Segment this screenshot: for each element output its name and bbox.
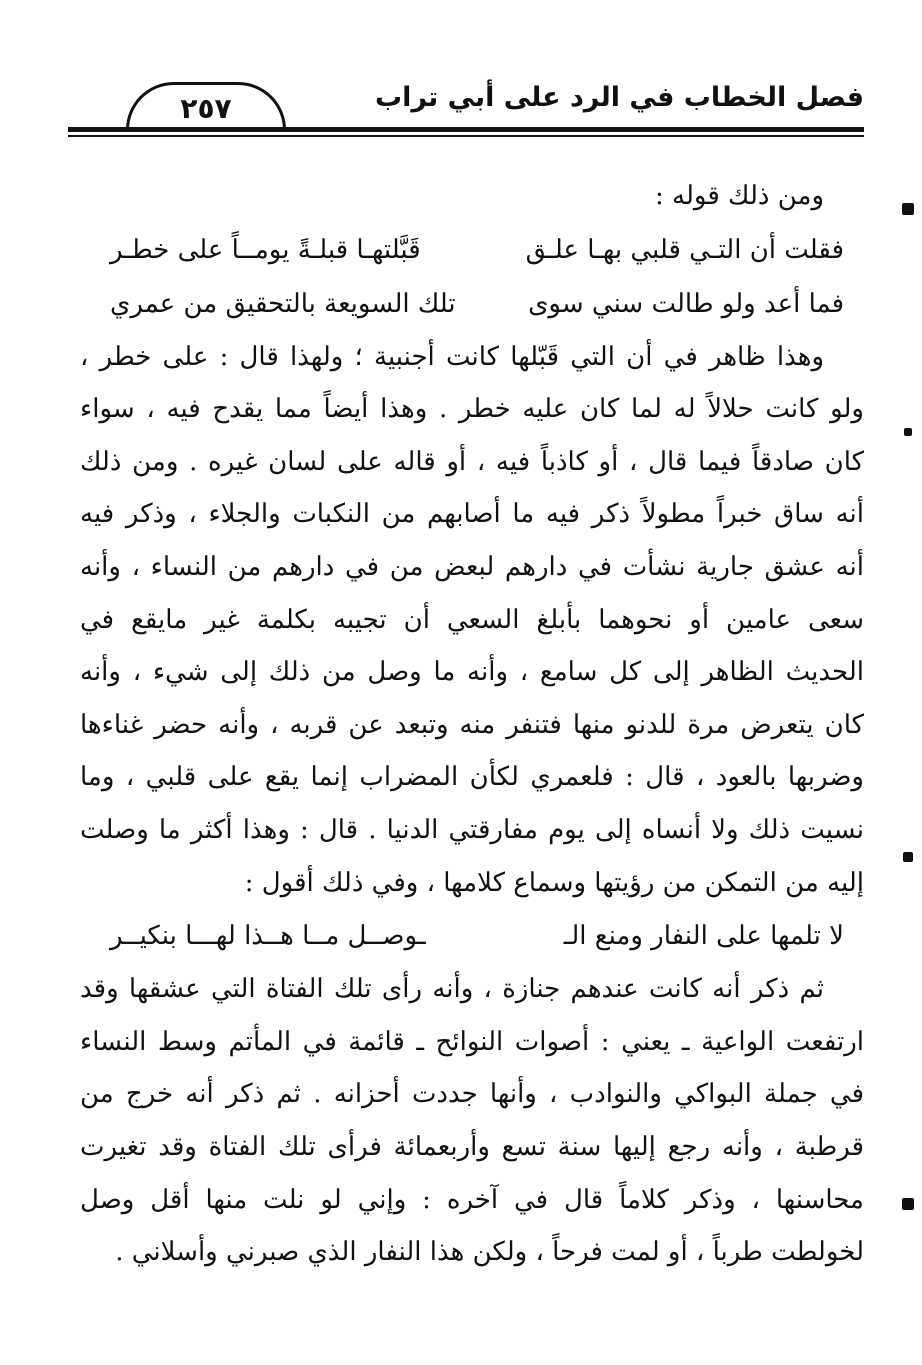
verse-second-hemistich: ـوصــل مــا هــذا لهـــا بنكيــر [110, 921, 426, 952]
verse-second-hemistich: قَبَّلتهـا قبلـةً يومــاً على خطـر [110, 234, 421, 265]
margin-mark [902, 203, 914, 215]
page-number: ٢٥٧ [126, 82, 286, 130]
paragraph-line: إليه من التمكن من رؤيتها وسماع كلامها ، وفي ذلك أقول : [244, 867, 864, 898]
verse-line [80, 909, 864, 963]
paragraph-line: قرطبة ، وأنه رجع إليها سنة تسع وأربعمائة فرأى تلك الفتاة وقد تغيرت [80, 1131, 864, 1162]
paragraph-line: سعى عامين أو نحوهما بأبلغ السعي أن تجيبه بكلمة غير مايقع في [80, 604, 864, 635]
paragraph-line: لخولطت طرباً ، أو لمت فرحاً ، ولكن هذا النفار الذي صبرني وأسلاني . [115, 1237, 864, 1268]
verse-first-hemistich: لا تلمها على النفار ومنع الـ [563, 921, 844, 952]
intro-line: ومن ذلك قوله : [655, 181, 824, 211]
paragraph-line: أنه عشق جارية نشأت في دارهم لبعض من في دارهم من النساء ، وأنه [80, 551, 864, 582]
book-title: فصل الخطاب في الرد على أبي تراب [374, 82, 864, 113]
header-rule-thin [68, 135, 864, 137]
margin-mark [902, 1198, 914, 1210]
margin-mark [903, 852, 913, 862]
verse-second-hemistich: تلك السويعة بالتحقيق من عمري [110, 288, 456, 319]
verse-first-hemistich: فقلت أن التـي قلبي بهـا علـق [525, 234, 844, 265]
header-rule-thick [68, 127, 864, 132]
paragraph-line: نسيت ذلك ولا أنساه إلى يوم مفارقتي الدنيا . قال : وهذا أكثر ما وصلت [80, 814, 864, 845]
page-body [80, 170, 864, 1279]
paragraph-line: وهذا ظاهر في أن التي قَبّلها كانت أجنبية ؛ ولهذا قال : على خطر ، [80, 341, 824, 372]
paragraph-line: وضربها بالعود ، قال : فلعمري لكأن المضراب إنما يقع على قلبي ، وما [80, 762, 864, 793]
paragraph-line: محاسنها ، وذكر كلاماً قال في آخره : وإني لو نلت منها أقل وصل [80, 1184, 864, 1215]
paragraph-line: ولو كانت حلالاً له لما كان عليه خطر . وهذا أيضاً مما يقدح فيه ، سواء [80, 394, 864, 425]
paragraph-line: في جملة البواكي والنوادب ، وأنها جددت أحزانه . ثم ذكر أنه خرج من [80, 1079, 864, 1110]
paragraph-line: الحديث الظاهر إلى كل سامع ، وأنه ما وصل من ذلك إلى شيء ، وأنه [80, 657, 864, 688]
verse-line [80, 223, 864, 277]
verse-first-hemistich: فما أعد ولو طالت سني سوى [528, 288, 844, 319]
margin-mark [904, 428, 912, 436]
paragraph-line: أنه ساق خبراً مطولاً ذكر فيه ما أصابهم من النكبات والجلاء ، وذكر فيه [80, 499, 864, 530]
paragraph-line: ثم ذكر أنه كانت عندهم جنازة ، وأنه رأى تلك الفتاة التي عشقها وقد [80, 974, 824, 1005]
paragraph-line: كان صادقاً فيما قال ، أو كاذباً فيه ، أو قاله على لسان غيره . ومن ذلك [80, 446, 864, 477]
page-header [68, 70, 864, 140]
paragraph-line: ارتفعت الواعية ـ يعني : أصوات النوائح ـ قائمة في المأتم وسط النساء [80, 1026, 864, 1057]
paragraph-line: كان يتعرض مرة للدنو منها فتنفر منه وتبعد عن قربه ، وأنه حضر غناءها [80, 709, 864, 740]
verse-line [80, 277, 864, 331]
